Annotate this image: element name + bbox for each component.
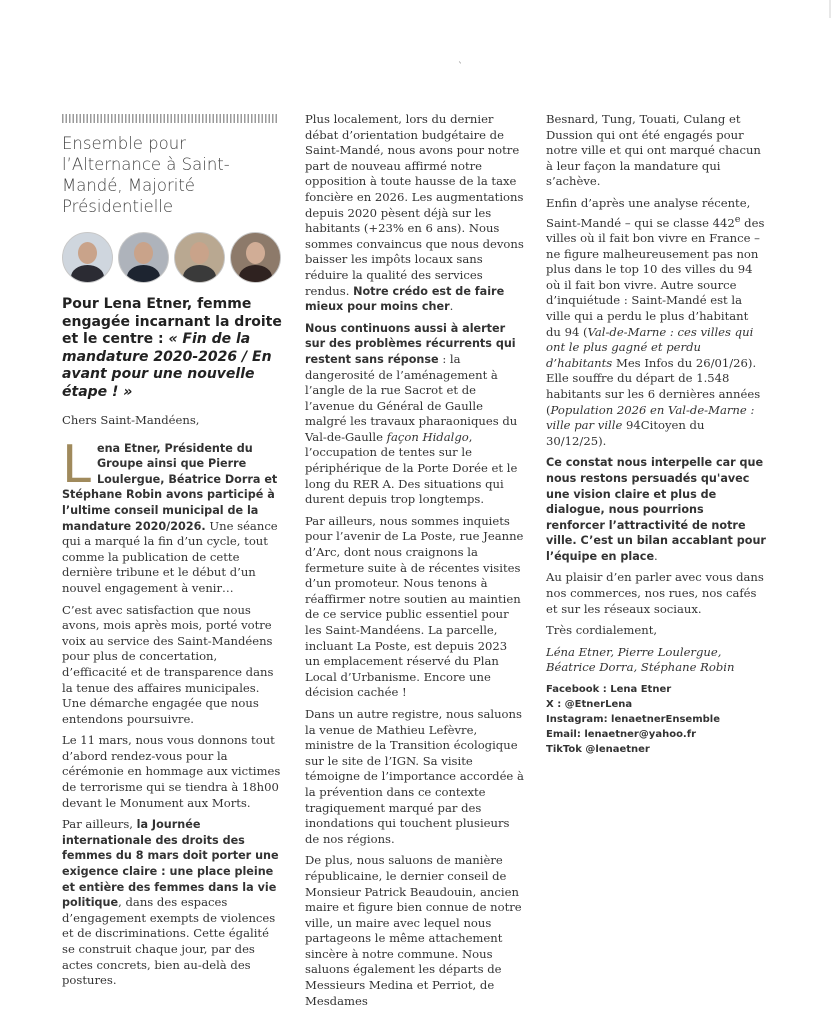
paragraph: Par ailleurs, nous sommes inquiets pour l’avenir de La Poste, rue Jeanne d’Arc, dont nous craignons la fermeture suite à de récentes visites d’un promoteur. Nous tenons à réaffirmer notre soutien au maintien de ce service public essentiel pour les Saint-Mandéens. La parcelle, incluant La Poste, est depuis 2023 un emplacement réservé du Plan Local d’Urbanisme. Encore une décision cachée ! [305, 513, 524, 700]
paragraph-text: 94Citoyen du 30/12/25). [546, 418, 705, 448]
column-1 [62, 112, 282, 995]
social-email: Email: lenaetner@yahoo.fr [546, 729, 697, 741]
paragraph-text: : la dangerosité de l’aménagement à l’angle de la rue Sacrot et de l’avenue du Général de Gaulle malgré les travaux pharaoniques du Val-de-Gaulle [305, 351, 518, 444]
paragraph: De plus, nous saluons de manière républicaine, le dernier conseil de Monsieur Patrick Beaudouin, ancien maire et figure bien connue de notre ville, un maire avec lequel nous partageons le même attachement sincère à notre commune. Nous saluons également les départs de Messieurs Medina et Perriot, de Mesdames [305, 853, 522, 1008]
paragraph [305, 112, 525, 315]
paragraph: Au plaisir d’en parler avec vous dans nos commerces, nos rues, nos cafés et sur les réseaux sociaux. [546, 570, 764, 616]
headline-bold: Pour Lena Etner, femme engagée incarnant la droite et le centre : [62, 296, 282, 347]
social-links [546, 682, 766, 757]
paragraph-italic: Val-de-Marne : ces villes qui ont le plus gagné et perdu d’habitants [546, 324, 754, 370]
headline [62, 296, 282, 401]
paragraph: Besnard, Tung, Touati, Culang et Dussion qui ont été engagés pour notre ville et qui ont marqué chacun à leur façon la mandature qui s’achève. [546, 112, 761, 189]
paragraph-text: , dans des espaces d’engagement exempts de violences et de discriminations. Cette égalité se construit chaque jour, par des actes concrets, bien au-delà des postures. [62, 895, 276, 988]
paragraph [62, 434, 282, 597]
social-facebook: Facebook : Lena Etner [546, 684, 672, 696]
avatar [230, 232, 281, 283]
paragraph-text: . [449, 299, 454, 314]
paragraph [62, 817, 282, 989]
paragraph-text: Enfin d’après une analyse récente, Saint-Mandé – qui se classe 442 [546, 195, 751, 230]
social-x: X : @EtnerLena [546, 699, 633, 711]
paragraph-italic: Population 2026 en Val-de-Marne : ville par ville [546, 402, 755, 433]
paragraph: C’est avec satisfaction que nous avons, mois après mois, porté votre voix au service des Saint-Mandéens pour plus de concertation, d’efficacité et de transparence dans la tenue des affaires municipales. Une démarche engagée que nous entendons poursuivre. [62, 602, 274, 726]
paragraph-text: Mes Infos du 26/01/26). Elle souffre du départ de 1.548 habitants sur les 6 dernières années ( [546, 355, 761, 417]
paragraph-text: Une séance qui a marqué la fin d’un cycle, tout comme la publication de cette dernière tribune et le début d’un nouvel engagement à venir… [62, 518, 278, 595]
paragraph: Le 11 mars, nous vous donnons tout d’abord rendez-vous pour la cérémonie en hommage aux victimes de terrorisme qui se tiendra à 18h00 devant le Monument aux Morts. [62, 733, 281, 810]
greeting: Chers Saint-Mandéens, [62, 413, 200, 427]
paragraph-bold: la Journée internationale des droits des femmes du 8 mars doit porter une exigence claire : une place pleine et entière des femmes dans la vie politique [62, 818, 279, 910]
paragraph-text: des villes où il fait bon vivre en France – ne figure malheureusement pas non plus dans le top 10 des villes du 94 où il fait bon vivre. Autre source d’inquiétude : Saint-Mandé est la ville qui a perdu le plus d’habitant du 94 ( [546, 215, 765, 339]
paragraph-text: . [654, 548, 658, 563]
print-mark: ` [458, 62, 463, 73]
paragraph [305, 321, 525, 508]
paragraph-text: , l’occupation de tentes sur le périphérique de la Porte Dorée et le long du RER A. Des situations qui durent depuis trop longtemps. [305, 429, 518, 507]
paragraph-bold: Ce constat nous interpelle car que nous restons persuadés qu'avec une vision claire et plus de dialogue, nous pourrions renforcer l’attractivité de notre ville. C’est un bilan accablant pour l’équipe en place [546, 456, 766, 563]
paragraph [546, 455, 766, 564]
paragraph-text: Par ailleurs, [62, 817, 137, 832]
drop-cap: L [62, 434, 91, 495]
avatar [174, 232, 225, 283]
column-2 [305, 112, 525, 1015]
paragraph-italic: façon Hidalgo [386, 429, 469, 444]
member-avatars [62, 232, 282, 283]
avatar [118, 232, 169, 283]
signature-line: Léna Etner, Pierre Loulergue, [546, 644, 722, 659]
column-3 [546, 112, 766, 757]
paragraph [546, 196, 766, 449]
paragraph-text: Plus localement, lors du dernier débat d’orientation budgétaire de Saint-Mandé, nous avons pour notre part de nouveau affirmé notre opposition à toute hausse de la taxe foncière en 2026. Les augmentations depuis 2020 pèsent déjà sur les habitants (+23% en 6 ans). Nous sommes convaincus que nous devons baisser les impôts locaux sans réduire la qualité des services rendus. [305, 112, 524, 298]
headline-italic: « Fin de la mandature 2020-2026 / En avant pour une nouvelle étape ! » [62, 331, 272, 400]
paragraph-bold: Notre crédo est de faire mieux pour moins cher [305, 284, 505, 314]
group-name: Ensemble pour l’Alternance à Saint-Mandé, Majorité Présidentielle [62, 134, 230, 216]
avatar [62, 232, 113, 283]
signature-line: Béatrice Dorra, Stéphane Robin [546, 660, 735, 675]
paragraph-bold: ena Etner, Présidente du Groupe ainsi que Pierre Loulergue, Béatrice Dorra et Stéphane Robin avons participé à l’ultime conseil municipal de la mandature 2020/2026. [62, 441, 278, 533]
social-tiktok: TikTok @lenaetner [546, 744, 650, 756]
paragraph: Dans un autre registre, nous saluons la venue de Mathieu Lefèvre, ministre de la Transition écologique sur le site de l’IGN. Sa visite témoigne de l’importance accordée à la prévention dans ce contexte tragiquement marqué par des inondations qui touchent plusieurs de nos régions. [305, 706, 524, 846]
signature [546, 645, 766, 676]
decorative-stripes [62, 114, 277, 123]
closing: Très cordialement, [546, 623, 658, 638]
paragraph-bold: Nous continuons aussi à alerter sur des problèmes récurrents qui restent sans réponse [305, 321, 516, 366]
social-instagram: Instagram: lenaetnerEnsemble [546, 714, 721, 726]
superscript: e [734, 213, 741, 225]
